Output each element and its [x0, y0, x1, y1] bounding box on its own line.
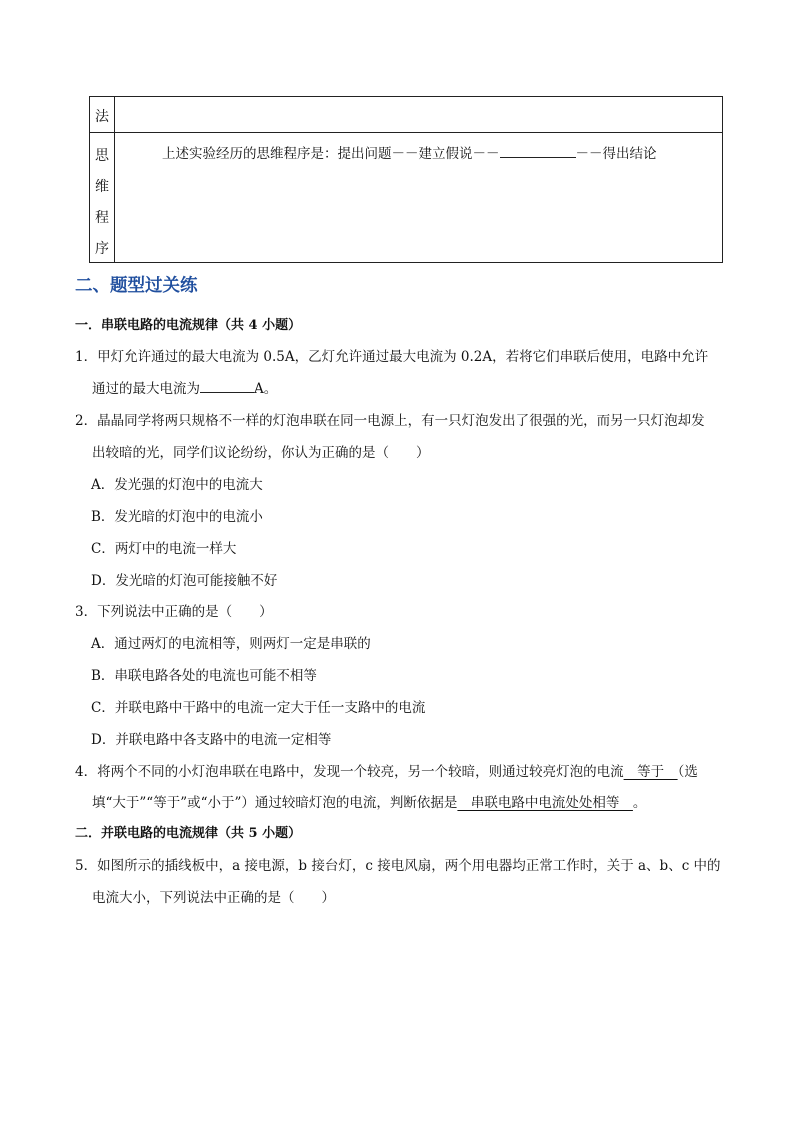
thinking-sequence-text [162, 142, 657, 162]
question-2-option-a[interactable]: A．发光强的灯泡中的电流大 [91, 477, 263, 493]
q1-text: 通过的最大电流为 [92, 381, 200, 397]
question-5-line2: 电流大小，下列说法中正确的是（ ） [92, 890, 335, 906]
q4-text-1: 4．将两个不同的小灯泡串联在电路中，发现一个较亮，另一个较暗，则通过较亮灯泡的电流 [75, 764, 624, 780]
thinking-text-after: －－得出结论 [575, 146, 657, 162]
label-char: 维 [95, 179, 109, 195]
question-2-option-b[interactable]: B．发光暗的灯泡中的电流小 [91, 509, 263, 525]
question-4-line2 [92, 791, 646, 811]
question-3-option-a[interactable]: A．通过两灯的电流相等，则两灯一定是串联的 [91, 636, 371, 652]
table-column-divider [114, 97, 115, 262]
question-3-line1: 3．下列说法中正确的是（ ） [75, 604, 273, 620]
table-label-method: 法 [95, 109, 109, 125]
question-2-option-d[interactable]: D．发光暗的灯泡可能接触不好 [91, 573, 278, 589]
question-1-line1: 1．甲灯允许通过的最大电流为 0.5A，乙灯允许通过最大电流为 0.2A，若将它们串联后使用，电路中允许 [75, 349, 709, 365]
q4-text-4: 。 [632, 795, 647, 811]
q4-answer-1: 等于 [623, 764, 678, 780]
table-row-method [90, 97, 722, 133]
q1-unit: A。 [254, 381, 278, 397]
label-char: 序 [95, 241, 109, 257]
question-3-option-d[interactable]: D．并联电路中各支路中的电流一定相等 [91, 732, 332, 748]
table-label-thinking [90, 141, 114, 265]
question-2-line1: 2．晶晶同学将两只规格不一样的灯泡串联在同一电源上，有一只灯泡发出了很强的光，而另一只灯泡却发 [75, 413, 705, 429]
group-title-parallel: 二．并联电路的电流规律（共 5 小题） [75, 826, 302, 841]
question-3-option-c[interactable]: C．并联电路中干路中的电流一定大于任一支路中的电流 [91, 700, 426, 716]
question-2-option-c[interactable]: C．两灯中的电流一样大 [91, 541, 237, 557]
question-2-line2: 出较暗的光，同学们议论纷纷，你认为正确的是（ ） [92, 445, 430, 461]
method-table [89, 96, 723, 263]
label-char: 程 [95, 210, 109, 226]
q4-answer-2: 串联电路中电流处处相等 [457, 795, 633, 811]
group-title-series: 一．串联电路的电流规律（共 4 小题） [75, 318, 302, 333]
thinking-text-before: 上述实验经历的思维程序是：提出问题－－建立假说－－ [162, 146, 500, 162]
section-title: 二、题型过关练 [75, 276, 198, 296]
q1-answer-blank[interactable] [200, 392, 254, 393]
question-4-line1 [75, 760, 698, 780]
q4-text-3: 填“大于”“等于”或“小于”）通过较暗灯泡的电流，判断依据是 [92, 795, 458, 811]
label-char: 思 [95, 148, 109, 164]
thinking-blank[interactable] [500, 157, 576, 158]
question-1-line2 [92, 377, 277, 397]
q4-text-2: （选 [677, 764, 698, 780]
question-5-line1: 5．如图所示的插线板中，a 接电源，b 接台灯，c 接电风扇，两个用电器均正常工作时，关于 a、b、c 中的 [75, 858, 721, 874]
question-3-option-b[interactable]: B．串联电路各处的电流也可能不相等 [91, 668, 317, 684]
